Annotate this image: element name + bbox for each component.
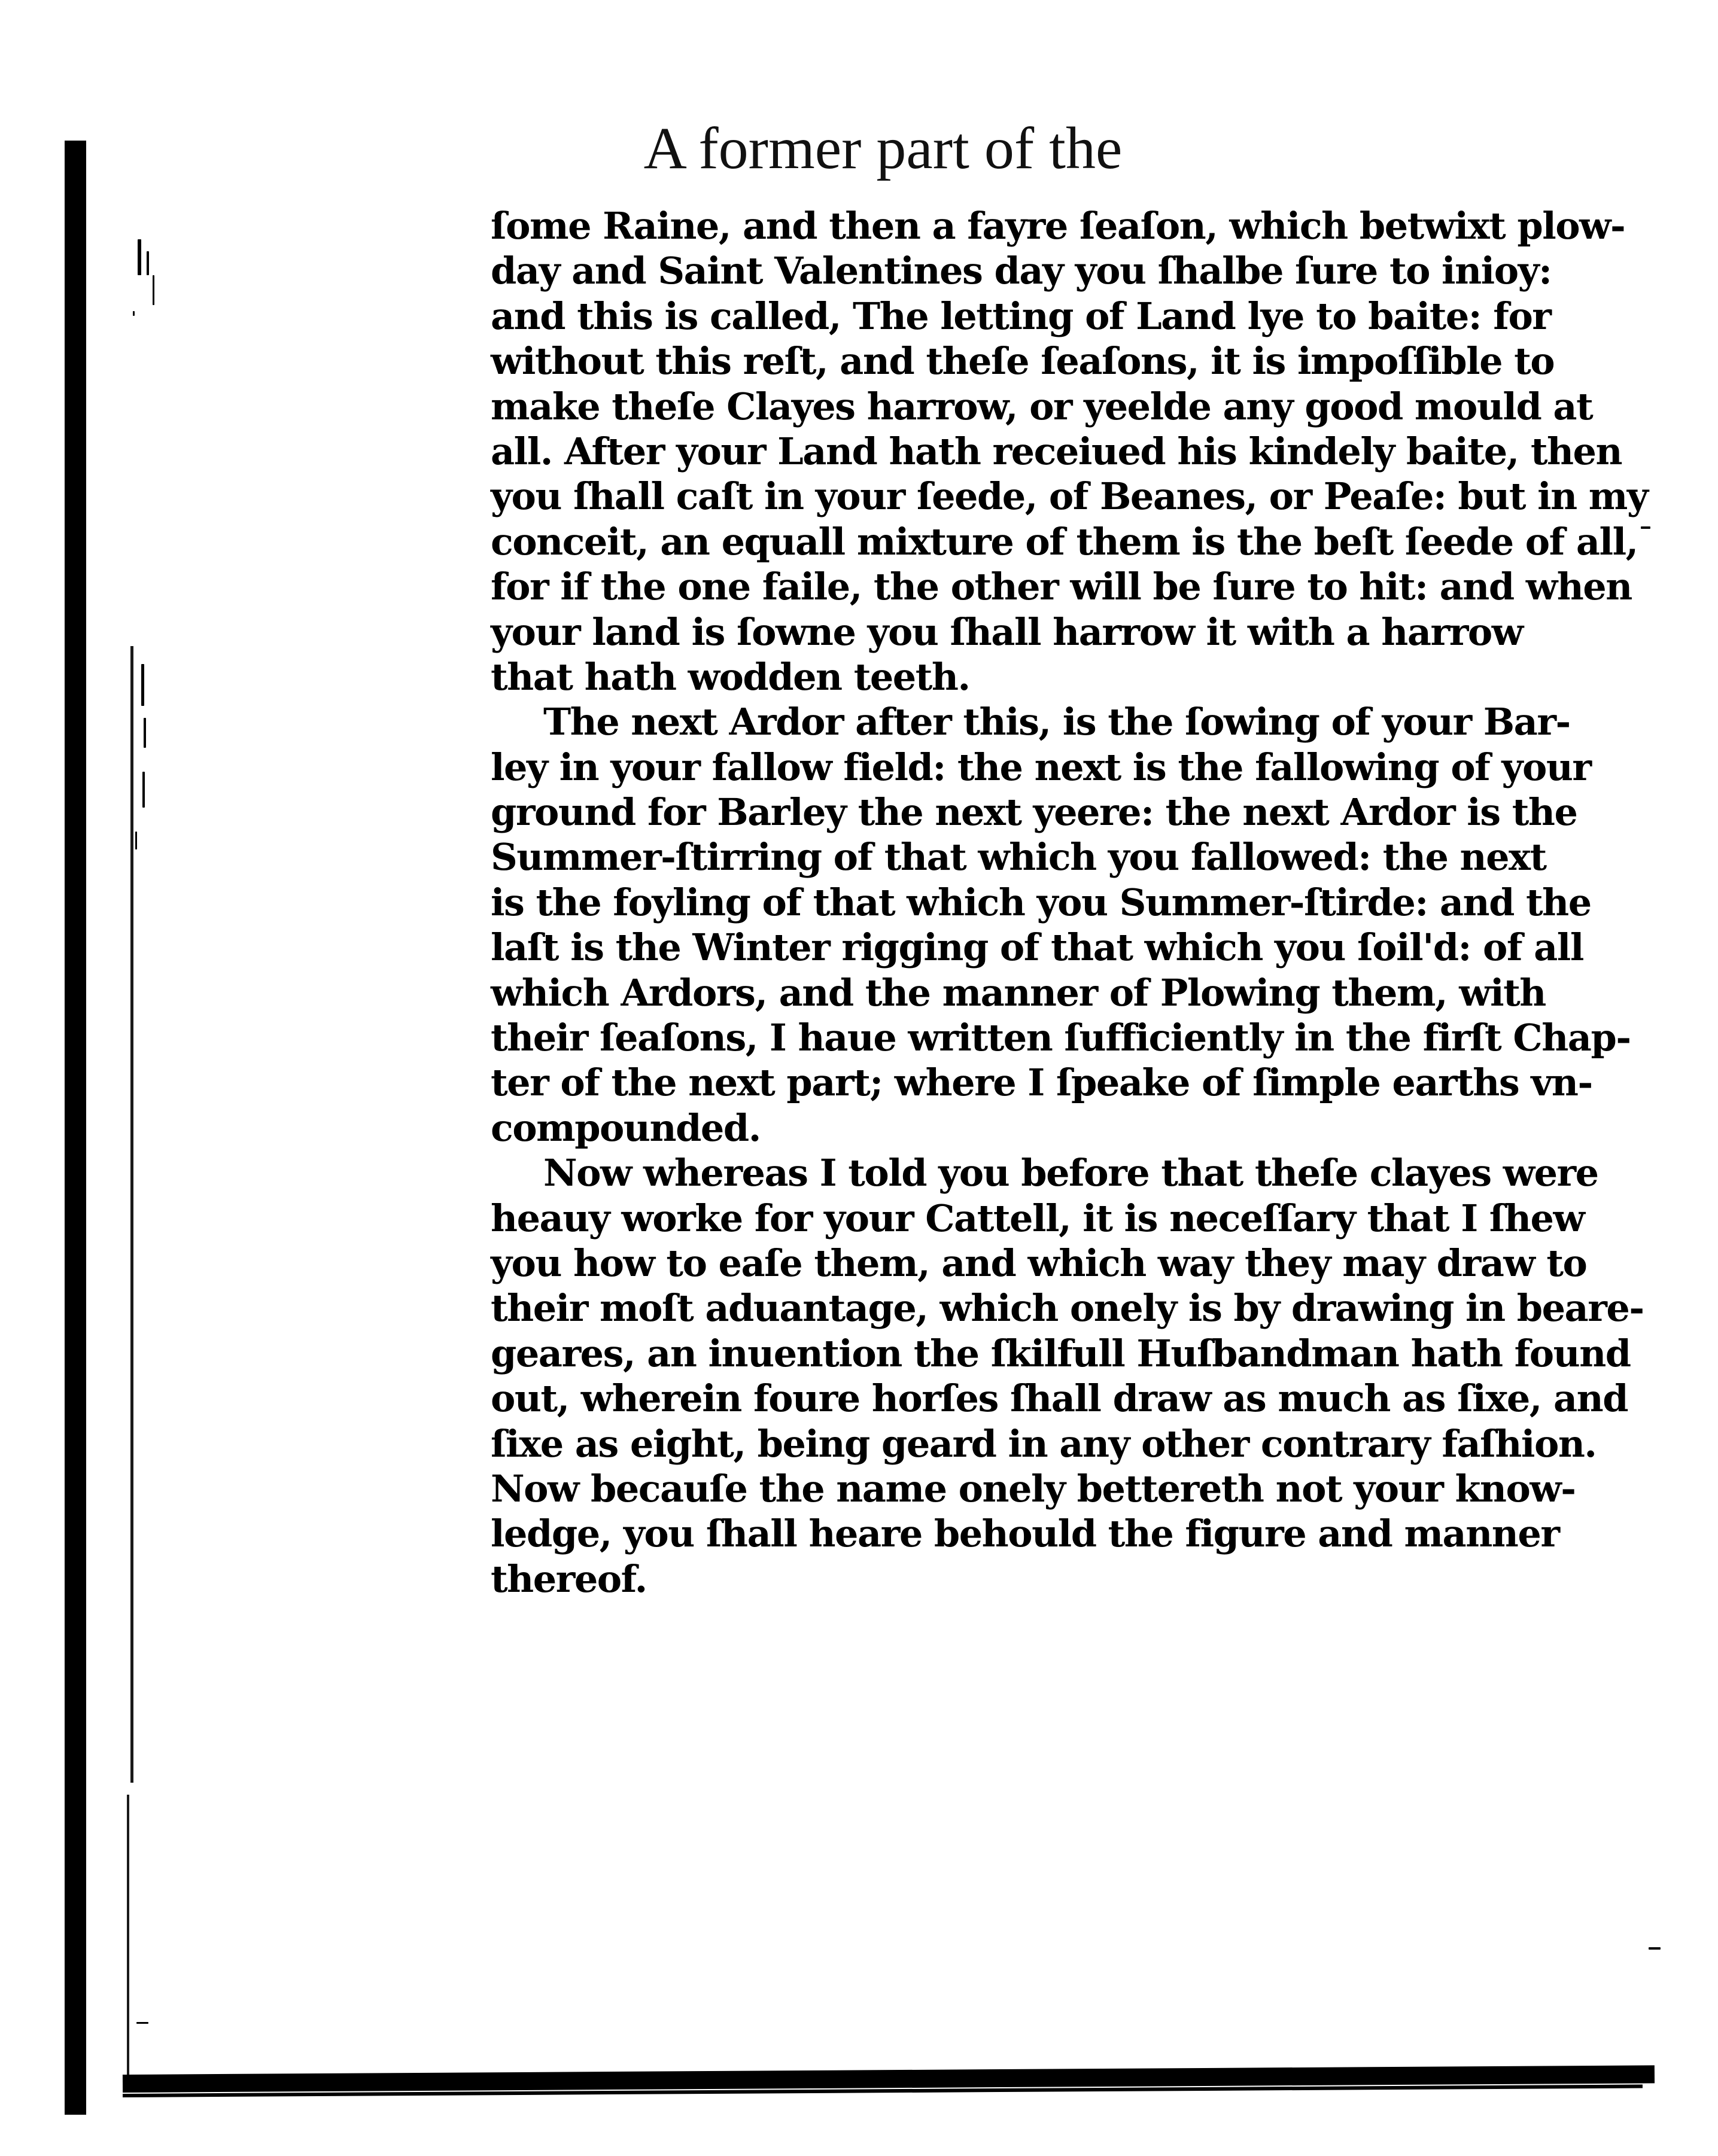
scan-speck [153, 275, 154, 305]
text-line: make theſe Clayes harrow, or yeelde any good mould at [491, 384, 1593, 428]
scan-speck [142, 772, 145, 808]
text-line: thereof. [491, 1557, 647, 1601]
text-line: geares, an inuention the ſkilfull Huſbandman hath found [491, 1331, 1631, 1375]
text-line: ground for Barley the next yeere: the next Ardor is the [491, 790, 1577, 835]
text-line: ter of the next part; where I ſpeake of ſimple earths vn- [491, 1061, 1592, 1105]
scan-speck [147, 251, 149, 275]
text-line: you how to eaſe them, and which way they may draw to [491, 1241, 1587, 1285]
text-line: that hath wodden teeth. [491, 654, 970, 699]
body-text [491, 203, 1648, 1601]
scan-speck [138, 239, 141, 275]
text-line: you ſhall caſt in your ſeede, of Beanes, or Peaſe: but in my [491, 474, 1648, 519]
text-line: their ſeaſons, I haue written ſufficiently in the firſt Chap- [491, 1016, 1631, 1060]
text-line: ſixe as eight, being geard in any other contrary faſhion. [491, 1421, 1597, 1466]
running-header: A former part of the [643, 115, 1123, 181]
text-line: and this is called, The letting of Land lye to baite: for [491, 294, 1551, 338]
scan-speck [136, 2022, 148, 2024]
scan-speck [1641, 526, 1650, 529]
text-line: heauy worke for your Cattell, it is neceſſary that I ſhew [491, 1196, 1585, 1240]
text-line: ley in your fallow field: the next is the fallowing of your [491, 745, 1591, 789]
scan-speck [133, 311, 135, 316]
paragraph-start-line: Now whereas I told you before that theſe clayes were [543, 1151, 1598, 1195]
text-line: for if the one faile, the other will be ſure to hit: and when [491, 565, 1632, 609]
text-line: ledge, you ſhall heare behould the figure and manner [491, 1512, 1559, 1556]
scan-speck [144, 718, 146, 748]
text-line: ſome Raine, and then a fayre ſeaſon, which betwixt plow- [491, 204, 1625, 248]
text-line: compounded. [491, 1106, 761, 1150]
text-line: all. After your Land hath receiued his kindely baite, then [491, 429, 1622, 473]
text-line: Summer-ſtirring of that which you fallowed: the next [491, 835, 1546, 879]
gutter-shadow-lower [127, 1795, 129, 2076]
text-line: without this reſt, and theſe ſeaſons, it is impoſſible to [491, 339, 1555, 383]
text-line: out, wherein foure horſes ſhall draw as much as ſixe, and [491, 1377, 1628, 1421]
text-line: Now becauſe the name onely bettereth not your know- [491, 1466, 1576, 1511]
text-line: their moſt aduantage, which onely is by drawing in beare- [491, 1286, 1644, 1330]
scan-speck [141, 664, 144, 706]
scan-speck [1649, 1947, 1661, 1950]
text-line: is the foyling of that which you Summer-ſtirde: and the [491, 880, 1591, 924]
gutter-shadow [130, 646, 133, 1783]
text-line: laſt is the Winter rigging of that which you ſoil'd: of all [491, 925, 1583, 970]
scan-speck [135, 832, 137, 849]
paragraph-start-line: The next Ardor after this, is the ſowing of your Bar- [543, 700, 1570, 744]
text-line: conceit, an equall mixture of them is the beſt ſeede of all, [491, 519, 1638, 564]
text-line: day and Saint Valentines day you ſhalbe ſure to inioy: [491, 249, 1552, 293]
text-line: which Ardors, and the manner of Plowing them, with [491, 970, 1546, 1015]
text-line: your land is ſowne you ſhall harrow it with a harrow [491, 610, 1523, 654]
binding-edge [65, 141, 86, 2115]
